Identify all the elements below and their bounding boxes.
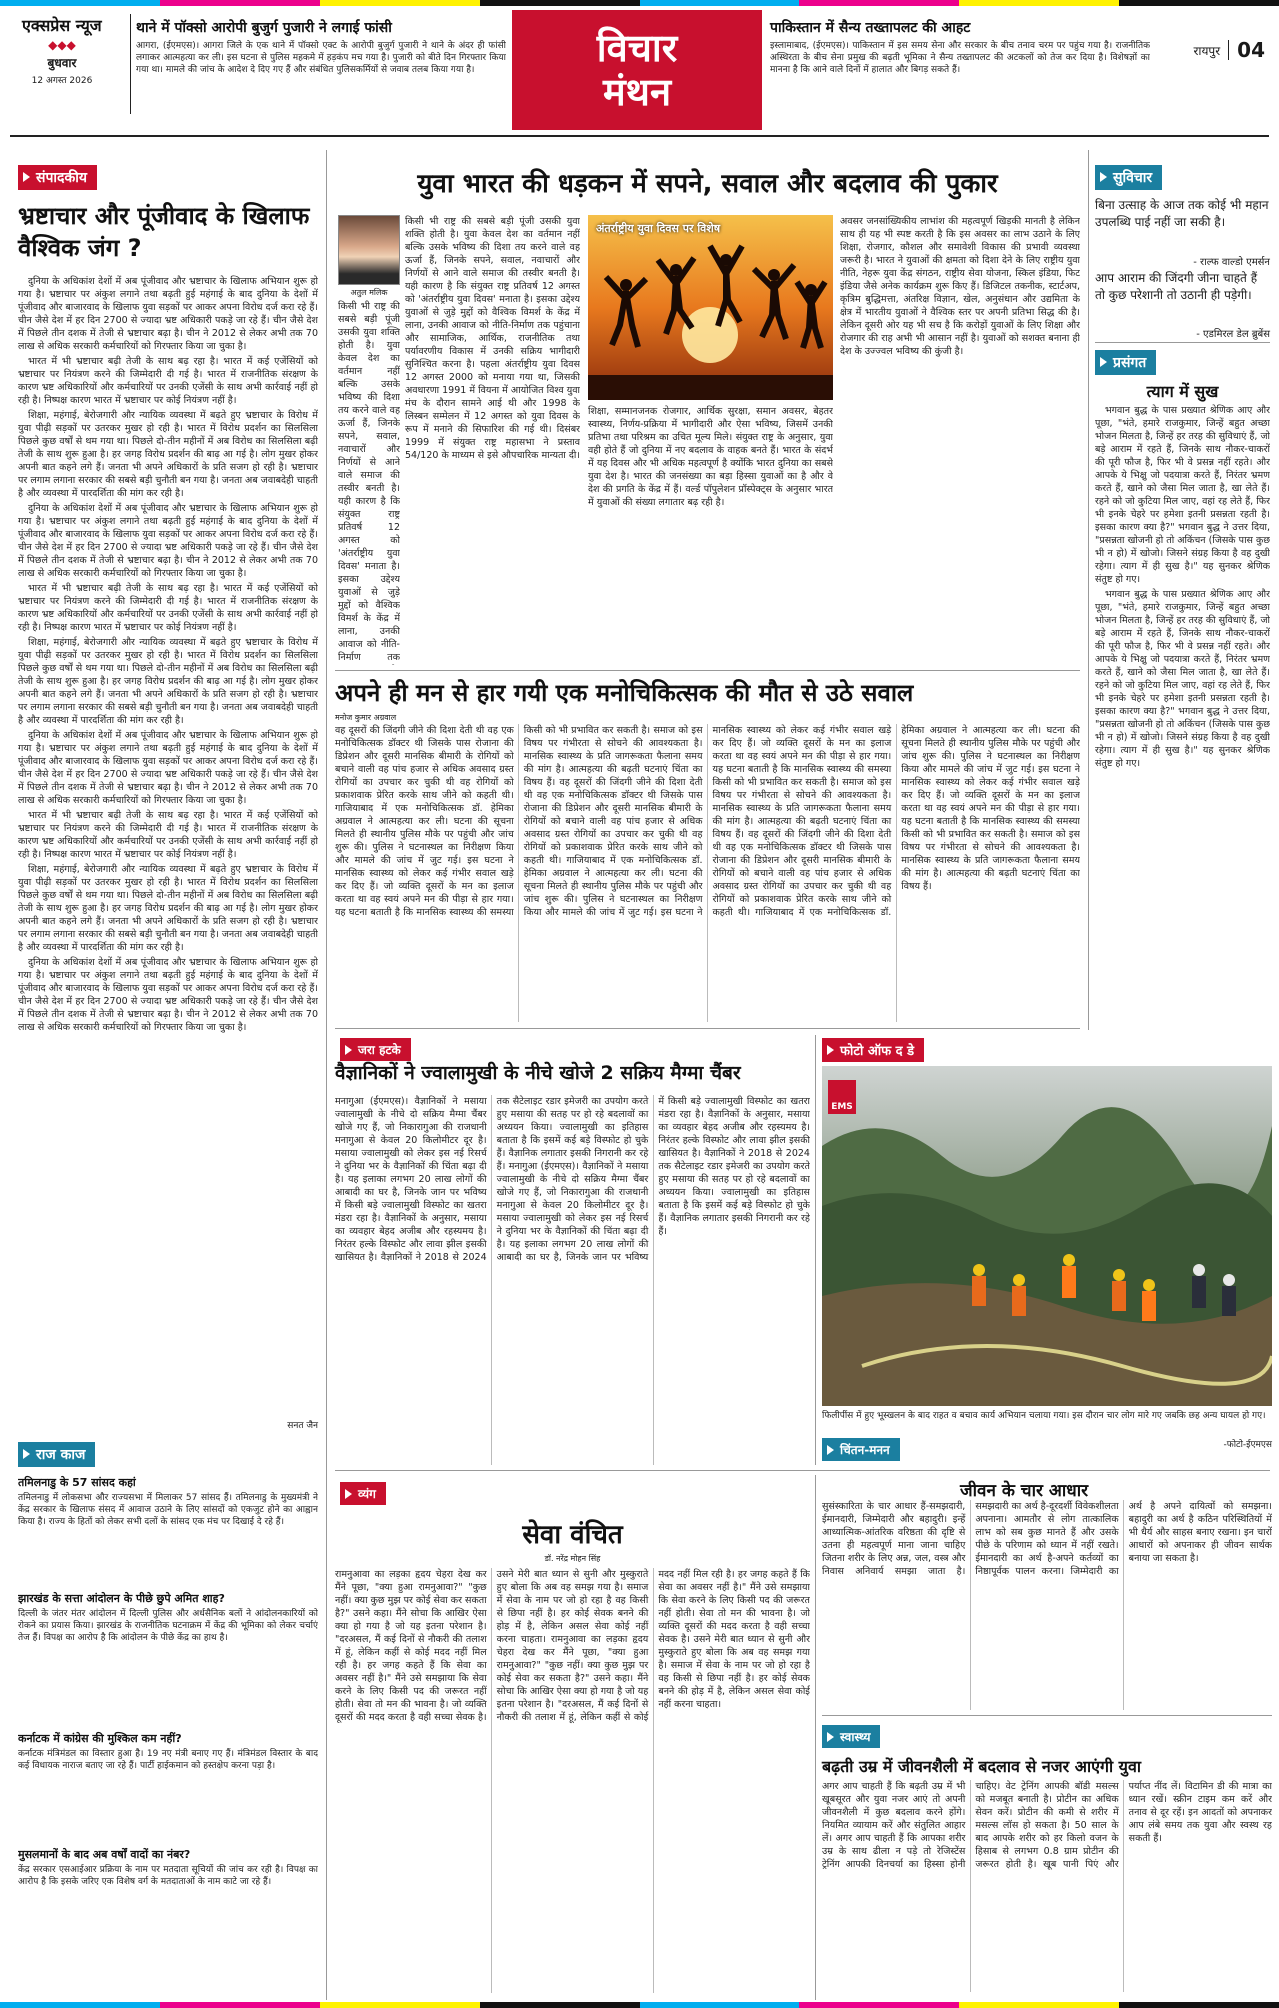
prasang-tag: प्रसंगत — [1095, 350, 1156, 375]
chintan-tag: चिंतन-मनन — [822, 1438, 900, 1461]
volcano-body — [335, 1095, 810, 1465]
photo-of-day-tag: फोटो ऑफ द डे — [822, 1038, 924, 1062]
masthead-brand-block — [22, 14, 127, 86]
photo-caption: फिलीपींस में हुए भूस्खलन के बाद राहत व बचाव कार्य अभियान चलाया गया। इस दौरान चार लोग मारे गए जबकि छह अन्य घायल हो गए। — [822, 1411, 1266, 1421]
editorial-paragraph: दुनिया के अधिकांश देशों में अब पूंजीवाद और भ्रष्टाचार के खिलाफ अभियान शुरू हो गया है। भ्रष्टाचार पर अंकुश लगाने तथा बढ़ती हुई महंगाई के बाद दुनिया के देशों में पूंजीवाद और बाजारवाद के खिलाफ युवा सड़कों पर आकर अपना विरोध दर्ज करा रहे हैं। चीन जैसे देश में हर दिन 2700 से ज्यादा भ्रष्ट अधिकारी पकड़े जा रहे हैं। चीन जैसे देश में पिछले तीन दशक में तेजी से भ्रष्टाचार बढ़ा है। चीन ने 2012 से लेकर अभी तक 70 लाख से अधिक सरकारी कर्मचारियों को गिरफ्तार किया जा चुका है। — [18, 503, 318, 579]
editorial-paragraph: भारत में भी भ्रष्टाचार बढ़ी तेजी के साथ बढ़ रहा है। भारत में कई एजेंसियों को भ्रष्टाचार पर नियंत्रण करने की जिम्मेदारी दी गई है। भारत में राजनीतिक संरक्षण के कारण भ्रष्ट अधिकारियों और कर्मचारियों पर उनकी एजेंसी के साथ अभी कार्रवाई नहीं हो रही है। निष्पक्ष कारण भारत में भ्रष्टाचार पर कोई नियंत्रण नहीं है। — [18, 583, 318, 633]
landslide-rescue-photo — [822, 1066, 1272, 1406]
page-info — [1160, 38, 1265, 62]
editorial-author: सनत जैन — [287, 1421, 318, 1431]
youth-body-mid: शिक्षा, सम्मानजनक रोजगार, आर्थिक सुरक्षा, समान अवसर, बेहतर स्वास्थ्य, निर्णय-प्रक्रिया में भागीदारी और ऐसा भविष्य, जिसमें उनकी प्रतिभा तथा परिश्रम का उचित मूल्य मिले। संयुक्त राष्ट्र के अनुसार, युवा वही होते हैं जो दुनिया में नए बदलाव के वाहक बनते हैं। भारत के संदर्भ में यह दिवस और भी अधिक महत्वपूर्ण है क्योंकि भारत दुनिया का सबसे युवा देश है। भारत की जनसंख्या का बड़ा हिस्सा युवाओं का है और वे देश की प्रगति के केंद्र में हैं। वर्ल्ड पॉपुलेशन प्रॉस्पेक्ट्स के अनुसार भारत में युवाओं की संख्या लगातार बढ़ रही है। — [588, 406, 833, 508]
editorial-paragraph: दुनिया के अधिकांश देशों में अब पूंजीवाद और भ्रष्टाचार के खिलाफ अभियान शुरू हो गया है। भ्रष्टाचार पर अंकुश लगाने तथा बढ़ती हुई महंगाई के बाद दुनिया के देशों में पूंजीवाद और बाजारवाद के खिलाफ युवा सड़कों पर आकर अपना विरोध दर्ज करा रहे हैं। चीन जैसे देश में हर दिन 2700 से ज्यादा भ्रष्ट अधिकारी पकड़े जा रहे हैं। चीन जैसे देश में पिछले तीन दशक में तेजी से भ्रष्टाचार बढ़ा है। चीन ने 2012 से लेकर अभी तक 70 लाख से अधिक सरकारी कर्मचारियों को गिरफ्तार किया जा चुका है। — [18, 730, 318, 806]
chintan-headline: जीवन के चार आधार — [960, 1481, 1089, 1501]
page-number: 04 — [1237, 38, 1265, 62]
satire-tag: व्यंग — [340, 1482, 386, 1505]
editorial-paragraph: दुनिया के अधिकांश देशों में अब पूंजीवाद और भ्रष्टाचार के खिलाफ अभियान शुरू हो गया है। भ्रष्टाचार पर अंकुश लगाने तथा बढ़ती हुई महंगाई के बाद दुनिया के देशों में पूंजीवाद और बाजारवाद के खिलाफ युवा सड़कों पर आकर अपना विरोध दर्ज करा रहे हैं। चीन जैसे देश में हर दिन 2700 से ज्यादा भ्रष्ट अधिकारी पकड़े जा रहे हैं। चीन जैसे देश में पिछले तीन दशक में तेजी से भ्रष्टाचार बढ़ा है। चीन ने 2012 से लेकर अभी तक 70 लाख से अधिक सरकारी कर्मचारियों को गिरफ्तार किया जा चुका है। — [18, 957, 318, 1033]
youth-author-name: अतुल मलिक — [350, 288, 388, 297]
youth-special-label: अंतर्राष्ट्रीय युवा दिवस पर विशेष — [596, 222, 721, 235]
raj-kaaj-item-title: झारखंड के सत्ता आंदोलन के पीछे छुपे अमित शाह? — [18, 1592, 225, 1605]
psychiatrist-body-text: वह दूसरों की जिंदगी जीने की दिशा देती थी वह एक मनोचिकित्सक डॉक्टर थी जिसके पास रोजाना की डिप्रेशन और दूसरी मानसिक बीमारी के रोगियों को बचाने वाली वह पांच हजार से अधिक अवसाद ग्रस्त रोगियों का उपचार कर चुकी थी वह रोगियों को प्रकाशवाक प्रेरित करके साथ जीने को कहती थी। गाजियाबाद में एक मनोचिकित्सक डॉ. हेमिका अग्रवाल ने आत्महत्या कर ली। घटना की सूचना मिलते ही स्थानीय पुलिस मौके पर पहुंची और जांच शुरू की। पुलिस ने घटनास्थल का निरीक्षण किया और मामले की जांच में जुट गई। इस घटना ने मानसिक स्वास्थ्य को लेकर कई गंभीर सवाल खड़े कर दिए हैं। जो व्यक्ति दूसरों के मन का इलाज करता था वह स्वयं अपने मन की पीड़ा से हार गया। यह घटना बताती है कि मानसिक स्वास्थ्य की समस्या किसी को भी प्रभावित कर सकती है। समाज को इस विषय पर गंभीरता से सोचने की आवश्यकता है। मानसिक स्वास्थ्य के प्रति जागरूकता फैलाना समय की मांग है। आत्महत्या की बढ़ती घटनाएं चिंता का विषय हैं। — [523, 725, 892, 918]
psychiatrist-body-text: वह दूसरों की जिंदगी जीने की दिशा देती थी वह एक मनोचिकित्सक डॉक्टर थी जिसके पास रोजाना की डिप्रेशन और दूसरी मानसिक बीमारी के रोगियों को बचाने वाली वह पांच हजार से अधिक अवसाद ग्रस्त रोगियों का उपचार कर चुकी थी वह रोगियों को प्रकाशवाक प्रेरित करके साथ जीने को कहती थी। गाजियाबाद में एक मनोचिकित्सक डॉ. हेमिका अग्रवाल ने आत्महत्या कर ली। घटना की सूचना मिलते ही स्थानीय पुलिस मौके पर पहुंची और जांच शुरू की। पुलिस ने घटनास्थल का निरीक्षण किया और मामले की जांच में जुट गई। इस घटना ने मानसिक स्वास्थ्य को लेकर कई गंभीर सवाल खड़े कर दिए हैं। जो व्यक्ति दूसरों के मन का इलाज करता था वह स्वयं अपने मन की पीड़ा से हार गया। यह घटना बताती है कि मानसिक स्वास्थ्य की समस्या किसी को भी प्रभावित कर सकती है। समाज को इस विषय पर गंभीरता से सोचने की आवश्यकता है। मानसिक स्वास्थ्य के प्रति जागरूकता फैलाना समय की मांग है। आत्महत्या की बढ़ती घटनाएं चिंता का विषय हैं। — [712, 725, 1080, 918]
suvichar-quote-2: आप आराम की जिंदगी जीना चाहते हैं तो कुछ परेशानी तो उठानी ही पड़ेगी। — [1095, 271, 1258, 302]
psychiatrist-body-text: वह दूसरों की जिंदगी जीने की दिशा देती थी वह एक मनोचिकित्सक डॉक्टर थी जिसके पास रोजाना की डिप्रेशन और दूसरी मानसिक बीमारी के रोगियों को बचाने वाली वह पांच हजार से अधिक अवसाद ग्रस्त रोगियों का उपचार कर चुकी थी वह रोगियों को प्रकाशवाक प्रेरित करके साथ जीने को कहती थी। गाजियाबाद में एक मनोचिकित्सक डॉ. हेमिका अग्रवाल ने आत्महत्या कर ली। घटना की सूचना मिलते ही स्थानीय पुलिस मौके पर पहुंची और जांच शुरू की। पुलिस ने घटनास्थल का निरीक्षण किया और मामले की जांच में जुट गई। इस घटना ने मानसिक स्वास्थ्य को लेकर कई गंभीर सवाल खड़े कर दिए हैं। जो व्यक्ति दूसरों के मन का इलाज करता था वह स्वयं अपने मन की पीड़ा से हार गया। यह घटना बताती है कि मानसिक स्वास्थ्य की समस्या किसी को भी प्रभावित कर सकती है। समाज को इस विषय पर गंभीरता से सोचने की आवश्यकता है। मानसिक स्वास्थ्य के प्रति जागरूकता फैलाना समय की मांग है। आत्महत्या की बढ़ती घटनाएं चिंता का विषय हैं। — [335, 725, 703, 918]
brand-emblem-icon: ◆◆◆ — [48, 38, 76, 52]
editorial-paragraph: शिक्षा, महंगाई, बेरोजगारी और न्यायिक व्यवस्था में बढ़ते हुए भ्रष्टाचार के विरोध में युवा पीढ़ी सड़कों पर उतरकर मुखर हो रही है। भारत में विरोध प्रदर्शन का सिलसिला पिछले कुछ वर्षों से थम गया था। पिछले दो-तीन महीनों में अब विरोध का सिलसिला बढ़ी तेजी के साथ शुरू हुआ है। हर जगह विरोध प्रदर्शन की बाढ़ आ गई है। लोग मुखर होकर अपनी बात कहने लगे हैं। जनता भी अपने अधिकारों के प्रति सजग हो रही है। भ्रष्टाचार पर लगाम लगाना सरकार की सबसे बड़ी चुनौती बन गया है। जनता अब जवाबदेही चाहती है और व्यवस्था में पारदर्शिता की मांग कर रही है। — [18, 864, 318, 953]
raj-kaaj-item-title: कर्नाटक में कांग्रेस की मुश्किल कम नहीं? — [18, 1732, 182, 1745]
youth-jumping-photo — [588, 215, 833, 400]
suvichar-author-2: - एडमिरल डेल ब्रुबेंस — [1196, 329, 1270, 340]
raj-kaaj-item-body: दिल्ली के जंतर मंतर आंदोलन में दिल्ली पुलिस और अर्धसैनिक बलों ने आंदोलनकारियों को रोकने का प्रयास किया। झारखंड के राजनीतिक घटनाक्रम में केंद्र की भूमिका को लेकर चर्चाएं तेज हैं। विपक्ष का आरोप है कि आंदोलन के पीछे केंद्र का हाथ है। — [18, 1609, 318, 1643]
editorial-paragraph: शिक्षा, महंगाई, बेरोजगारी और न्यायिक व्यवस्था में बढ़ते हुए भ्रष्टाचार के विरोध में युवा पीढ़ी सड़कों पर उतरकर मुखर हो रही है। भारत में विरोध प्रदर्शन का सिलसिला पिछले कुछ वर्षों से थम गया था। पिछले दो-तीन महीनों में अब विरोध का सिलसिला बढ़ी तेजी के साथ शुरू हुआ है। हर जगह विरोध प्रदर्शन की बाढ़ आ गई है। लोग मुखर होकर अपनी बात कहने लगे हैं। जनता भी अपने अधिकारों के प्रति सजग हो रही है। भ्रष्टाचार पर लगाम लगाना सरकार की सबसे बड़ी चुनौती बन गया है। जनता अब जवाबदेही चाहती है और व्यवस्था में पारदर्शिता की मांग कर रही है। — [18, 637, 318, 726]
top-left-headline: थाने में पॉक्सो आरोपी बुजुर्ग पुजारी ने लगाई फांसी — [136, 20, 392, 36]
volcano-tag: जरा हटके — [340, 1038, 411, 1061]
editorial-paragraph: दुनिया के अधिकांश देशों में अब पूंजीवाद और भ्रष्टाचार के खिलाफ अभियान शुरू हो गया है। भ्रष्टाचार पर अंकुश लगाने तथा बढ़ती हुई महंगाई के बाद दुनिया के देशों में पूंजीवाद और बाजारवाद के खिलाफ युवा सड़कों पर आकर अपना विरोध दर्ज करा रहे हैं। चीन जैसे देश में हर दिन 2700 से ज्यादा भ्रष्ट अधिकारी पकड़े जा रहे हैं। चीन जैसे देश में पिछले तीन दशक में तेजी से भ्रष्टाचार बढ़ा है। चीन ने 2012 से लेकर अभी तक 70 लाख से अधिक सरकारी कर्मचारियों को गिरफ्तार किया जा चुका है। — [18, 276, 318, 352]
satire-body — [335, 1568, 810, 1993]
youth-body-right: अवसर जनसांख्यिकीय लाभांश की महत्वपूर्ण खिड़की मानती है लेकिन साथ ही यह भी स्पष्ट करती है कि इस अवसर का लाभ उठाने के लिए शिक्षा, रोजगार, कौशल और समावेशी विकास की प्रभावी व्यवस्था जरूरी है। भारत ने युवाओं की क्षमता को दिशा देने के लिए राष्ट्रीय युवा नीति, नेहरू युवा केंद्र संगठन, राष्ट्रीय सेवा योजना, स्किल इंडिया, फिट इंडिया जैसे अनेक कार्यक्रम शुरू किए हैं। डिजिटल तकनीक, स्टार्टअप, कृत्रिम बुद्धिमत्ता, अंतरिक्ष विज्ञान, खेल, अनुसंधान और उद्यमिता के क्षेत्र में भारतीय युवाओं ने वैश्विक स्तर पर अपनी प्रतिभा सिद्ध की है। लेकिन दूसरी ओर यह भी सच है कि करोड़ों युवाओं के लिए शिक्षा और रोजगार की राह अभी भी आसान नहीं है। युवाओं को सशक्त बनाना ही देश के उज्ज्वल भविष्य की कुंजी है। — [840, 216, 1080, 357]
section-title-line1: विचार — [596, 26, 678, 70]
suvichar-tag: सुविचार — [1095, 165, 1162, 190]
editorial-tag: संपादकीय — [18, 165, 97, 190]
raj-kaaj-item-body: कर्नाटक मंत्रिमंडल का विस्तार हुआ है। 19 नए मंत्री बनाए गए हैं। मंत्रिमंडल विस्तार के बाद कई विधायक नाराज बताए जा रहे हैं। पार्टी हाईकमान को हस्तक्षेप करना पड़ा है। — [18, 1749, 318, 1771]
raj-kaaj-item-title: तमिलनाडु के 57 सांसद कहां — [18, 1476, 136, 1489]
chintan-body-text: सुसंस्कारिता के चार आधार हैं-समझदारी, ईमानदारी, जिम्मेदारी और बहादुरी। इन्हें आध्यात्मिक-आंतरिक वरिष्ठता की दृष्टि से उतना ही महत्वपूर्ण माना जाना चाहिए जितना शरीर के लिए अन्न, जल, वस्त्र और निवास अनिवार्य समझा जाता है। समझदारी का अर्थ है-दूरदर्शी विवेकशीलता अपनाना। आमतौर से लोग तात्कालिक लाभ को सब कुछ मानते हैं और उसके पीछे के परिणाम को ध्यान में नहीं रखते। ईमानदारी का अर्थ है-अपने कर्तव्यों का निष्ठापूर्वक पालन करना। जिम्मेदारी का अर्थ है अपने दायित्वों को समझना। बहादुरी का अर्थ है कठिन परिस्थितियों में भी धैर्य और साहस बनाए रखना। इन चारों आधारों को अपनाकर ही जीवन सार्थक बनाया जा सकता है। — [822, 1501, 1272, 1577]
chintan-body — [822, 1500, 1272, 1710]
health-tag: स्वास्थ्य — [822, 1725, 880, 1748]
volcano-body-text: मनागुआ (ईएमएस)। वैज्ञानिकों ने मसाया ज्वालामुखी के नीचे दो सक्रिय मैग्मा चैंबर खोजे गए हैं, जो निकारागुआ की राजधानी मनागुआ से केवल 20 किलोमीटर दूर है। मसाया ज्वालामुखी को लेकर इस नई रिसर्च ने दुनिया भर के वैज्ञानिकों की चिंता बढ़ा दी है। यह इलाका लगभग 20 लाख लोगों की आबादी का घर है, जिनके जान पर भविष्य में किसी बड़े ज्वालामुखी विस्फोट का खतरा मंडरा रहा है। वैज्ञानिकों के अनुसार, मसाया का व्यवहार बेहद अजीब और रहस्यमय है। निरंतर हल्के विस्फोट और लावा झील इसकी खासियत है। वैज्ञानिकों ने 2018 से 2024 तक सैटेलाइट रडार इमेजरी का उपयोग करते हुए मसाया की सतह पर हो रहे बदलावों का अध्ययन किया। ज्वालामुखी का इतिहास बताता है कि इसमें कई बड़े विस्फोट हो चुके हैं। वैज्ञानिक लगातार इसकी निगरानी कर रहे हैं। — [496, 1096, 810, 1263]
top-left-body: आगरा, (ईएमएस)। आगरा जिले के एक थाने में पॉक्सो एक्ट के आरोपी बुजुर्ग पुजारी ने थाने के अंदर ही फांसी लगाकर आत्महत्या कर ली। इस घटना से पुलिस महकमे में हड़कंप मच गया है। पुजारी को बीते दिन गिरफ्तार किया गया था। मामले की जांच के आदेश दे दिए गए हैं और संबंधित पुलिसकर्मियों से जवाब तलब किया गया है। — [136, 41, 506, 75]
editorial-paragraph: भारत में भी भ्रष्टाचार बढ़ी तेजी के साथ बढ़ रहा है। भारत में कई एजेंसियों को भ्रष्टाचार पर नियंत्रण करने की जिम्मेदारी दी गई है। भारत में राजनीतिक संरक्षण के कारण भ्रष्ट अधिकारियों और कर्मचारियों पर उनकी एजेंसी के साथ अभी कार्रवाई नहीं हो रही है। निष्पक्ष कारण भारत में भ्रष्टाचार पर कोई नियंत्रण नहीं है। — [18, 356, 318, 406]
section-title-line2: मंथन — [602, 70, 672, 114]
suvichar-author-1: - राल्फ वाल्डो एमर्सन — [1193, 257, 1270, 268]
satire-author: डॉ. नरेंद्र मोहन सिंह — [544, 1554, 601, 1563]
suvichar-quote-1: बिना उत्साह के आज तक कोई भी महान उपलब्धि पाई नहीं जा सकी है। — [1095, 198, 1269, 229]
prasang-body-text: भगवान बुद्ध के पास प्रख्यात श्रेणिक आए और पूछा, "भंते, हमारे राजकुमार, जिन्हें बहुत अच्छा भोजन मिलता है, जिन्हें हर तरह की सुविधाएं हैं, जो बड़े आराम में रहते हैं, जिनके साथ नौकर-चाकरों की पूरी फौज है, फिर भी वे प्रसन्न नहीं रहते। और आपके ये भिक्षु जो पदयात्रा करते हैं, निरंतर भ्रमण करते हैं, खाने को जैसा मिल जाता है, खा लेते हैं। रहने को जो कुटिया मिल जाए, वहां रह लेते हैं, फिर भी इनके चेहरे पर हमेशा इतनी प्रसन्नता रहती है। इसका कारण क्या है?" भगवान बुद्ध ने उत्तर दिया, "प्रसन्नता खोजनी हो तो अकिंचन (जिसके पास कुछ भी न हो) में खोजो। जिसने संग्रह किया है वह दुखी रहेगा। त्याग में ही सुख है।" यह सुनकर श्रेणिक संतुष्ट हो गए। — [1095, 589, 1270, 769]
raj-kaaj-item-title: मुसलमानों के बाद अब वर्षों वादों का नंबर? — [18, 1848, 191, 1861]
bottom-color-bar — [0, 2002, 1279, 2008]
health-body — [822, 1780, 1272, 1992]
editorial-body — [18, 275, 318, 1413]
raj-kaaj-list — [18, 1472, 318, 1997]
editorial-headline: भ्रष्टाचार और पूंजीवाद के खिलाफ वैश्विक जंग ? — [18, 202, 310, 262]
raj-kaaj-item-body: केंद्र सरकार एसआईआर प्रक्रिया के नाम पर मतदाता सूचियों की जांच कर रही है। विपक्ष का आरोप है कि इसके जरिए एक विशेष वर्ग के मतदाताओं के नाम काटे जा रहे हैं। — [18, 1865, 318, 1887]
top-left-story — [136, 18, 506, 122]
health-body-text: अगर आप चाहती हैं कि बढ़ती उम्र में भी खूबसूरत और युवा नजर आएं तो अपनी जीवनशैली में कुछ बदलाव करने होंगे। नियमित व्यायाम करें और संतुलित आहार लें। अगर आप चाहती हैं कि आपका शरीर उम्र के साथ ढीला न पड़े तो रेजिस्टेंस ट्रेनिंग आपकी दिनचर्या का हिस्सा होनी चाहिए। वेट ट्रेनिंग आपकी बॉडी मसल्स को मजबूत बनाती है। प्रोटीन का अधिक सेवन करें। प्रोटीन की कमी से शरीर में मसल्स लॉस हो सकता है। 50 साल के बाद आपके शरीर को हर किलो वजन के हिसाब से लगभग 0.8 ग्राम प्रोटीन की जरूरत होती है। खूब पानी पिएं और पर्याप्त नींद लें। विटामिन डी की मात्रा का ध्यान रखें। स्क्रीन टाइम कम करें और तनाव से दूर रहें। इन आदतों को अपनाकर आप लंबे समय तक युवा और स्वस्थ रह सकती हैं। — [822, 1781, 1272, 1870]
prasang-body-text: भगवान बुद्ध के पास प्रख्यात श्रेणिक आए और पूछा, "भंते, हमारे राजकुमार, जिन्हें बहुत अच्छा भोजन मिलता है, जिन्हें हर तरह की सुविधाएं हैं, जो बड़े आराम में रहते हैं, जिनके साथ नौकर-चाकरों की पूरी फौज है, फिर भी वे प्रसन्न नहीं रहते। और आपके ये भिक्षु जो पदयात्रा करते हैं, निरंतर भ्रमण करते हैं, खाने को जैसा मिल जाता है, खा लेते हैं। रहने को जो कुटिया मिल जाए, वहां रह लेते हैं, फिर भी इनके चेहरे पर हमेशा इतनी प्रसन्नता रहती है। इसका कारण क्या है?" भगवान बुद्ध ने उत्तर दिया, "प्रसन्नता खोजनी हो तो अकिंचन (जिसके पास कुछ भी न हो) में खोजो। जिसने संग्रह किया है वह दुखी रहेगा। त्याग में ही सुख है।" यह सुनकर श्रेणिक संतुष्ट हो गए। — [1095, 405, 1270, 585]
ems-badge: EMS — [828, 1080, 856, 1114]
volcano-body-text: मनागुआ (ईएमएस)। वैज्ञानिकों ने मसाया ज्वालामुखी के नीचे दो सक्रिय मैग्मा चैंबर खोजे गए हैं, जो निकारागुआ की राजधानी मनागुआ से केवल 20 किलोमीटर दूर है। मसाया ज्वालामुखी को लेकर इस नई रिसर्च ने दुनिया भर के वैज्ञानिकों की चिंता बढ़ा दी है। यह इलाका लगभग 20 लाख लोगों की आबादी का घर है, जिनके जान पर भविष्य में किसी बड़े ज्वालामुखी विस्फोट का खतरा मंडरा रहा है। वैज्ञानिकों के अनुसार, मसाया का व्यवहार बेहद अजीब और रहस्यमय है। निरंतर हल्के विस्फोट और लावा झील इसकी खासियत है। वैज्ञानिकों ने 2018 से 2024 तक सैटेलाइट रडार इमेजरी का उपयोग करते हुए मसाया की सतह पर हो रहे बदलावों का अध्ययन किया। ज्वालामुखी का इतिहास बताता है कि इसमें कई बड़े विस्फोट हो चुके हैं। वैज्ञानिक लगातार इसकी निगरानी कर रहे हैं। — [335, 1096, 649, 1263]
raj-kaaj-tag: राज काज — [18, 1442, 95, 1467]
masthead-date: 12 अगस्त 2026 — [31, 76, 93, 86]
photo-credit: -फोटो-ईएमएस — [1223, 1440, 1272, 1450]
top-color-bar — [0, 0, 1279, 6]
psychiatrist-body — [335, 724, 1080, 1022]
top-right-body: इस्लामाबाद, (ईएमएस)। पाकिस्तान में इस समय सेना और सरकार के बीच तनाव चरम पर पहुंच गया है। राजनीतिक अस्थिरता के बीच सेना प्रमुख की बढ़ती भूमिका ने सैन्य तख्तापलट की अटकलों को तेज कर दिया है। विशेषज्ञों का मानना है कि आने वाले दिनों में हालात और बिगड़ सकते हैं। — [770, 41, 1150, 75]
prasang-headline: त्याग में सुख — [1146, 382, 1219, 401]
psychiatrist-headline: अपने ही मन से हार गयी एक मनोचिकित्सक की मौत से उठे सवाल — [335, 679, 914, 707]
satire-headline: सेवा वंचित — [522, 1520, 623, 1550]
youth-headline: युवा भारत की धड़कन में सपने, सवाल और बदलाव की पुकार — [417, 169, 998, 199]
satire-body-text: रामनुआवा का लड़का हृदय चेहरा देख कर मैंने पूछा, "क्या हुआ रामनुआवा?" "कुछ नहीं। क्या कुछ मुझ पर कोई सेवा कर सकता है?" उसने कहा। मैंने सोचा कि आखिर ऐसा क्या हो गया है जो यह इतना परेशान है। "दरअसल, मैं कई दिनों से नौकरी की तलाश में हूं, लेकिन कहीं से कोई मदद नहीं मिल रही है। हर जगह कहते हैं कि सेवा का अवसर नहीं है।" मैंने उसे समझाया कि सेवा करने के लिए किसी पद की जरूरत नहीं होती। सेवा तो मन की भावना है। जो व्यक्ति दूसरों की मदद करता है वही सच्चा सेवक है। उसने मेरी बात ध्यान से सुनी और मुस्कुराते हुए बोला कि अब वह समझ गया है। समाज में सेवा के नाम पर जो हो रहा है वह किसी से छिपा नहीं है। हर कोई सेवक बनने की होड़ में है, लेकिन असल सेवा कोई नहीं करना चाहता। — [335, 1569, 649, 1723]
editorial-paragraph: भारत में भी भ्रष्टाचार बढ़ी तेजी के साथ बढ़ रहा है। भारत में कई एजेंसियों को भ्रष्टाचार पर नियंत्रण करने की जिम्मेदारी दी गई है। भारत में राजनीतिक संरक्षण के कारण भ्रष्ट अधिकारियों और कर्मचारियों पर उनकी एजेंसी के साथ अभी कार्रवाई नहीं हो रही है। निष्पक्ष कारण भारत में भ्रष्टाचार पर कोई नियंत्रण नहीं है। — [18, 810, 318, 860]
satire-body-text: रामनुआवा का लड़का हृदय चेहरा देख कर मैंने पूछा, "क्या हुआ रामनुआवा?" "कुछ नहीं। क्या कुछ मुझ पर कोई सेवा कर सकता है?" उसने कहा। मैंने सोचा कि आखिर ऐसा क्या हो गया है जो यह इतना परेशान है। "दरअसल, मैं कई दिनों से नौकरी की तलाश में हूं, लेकिन कहीं से कोई मदद नहीं मिल रही है। हर जगह कहते हैं कि सेवा का अवसर नहीं है।" मैंने उसे समझाया कि सेवा करने के लिए किसी पद की जरूरत नहीं होती। सेवा तो मन की भावना है। जो व्यक्ति दूसरों की मदद करता है वही सच्चा सेवक है। उसने मेरी बात ध्यान से सुनी और मुस्कुराते हुए बोला कि अब वह समझ गया है। समाज में सेवा के नाम पर जो हो रहा है वह किसी से छिपा नहीं है। हर कोई सेवक बनने की होड़ में है, लेकिन असल सेवा कोई नहीं करना चाहता। — [496, 1569, 810, 1723]
masthead-day: बुधवार — [47, 56, 77, 70]
editorial-paragraph: शिक्षा, महंगाई, बेरोजगारी और न्यायिक व्यवस्था में बढ़ते हुए भ्रष्टाचार के विरोध में युवा पीढ़ी सड़कों पर उतरकर मुखर हो रही है। भारत में विरोध प्रदर्शन का सिलसिला पिछले कुछ वर्षों से थम गया था। पिछले दो-तीन महीनों में अब विरोध का सिलसिला बढ़ी तेजी के साथ शुरू हुआ है। हर जगह विरोध प्रदर्शन की बाढ़ आ गई है। लोग मुखर होकर अपनी बात कहने लगे हैं। जनता भी अपने अधिकारों के प्रति सजग हो रही है। भ्रष्टाचार पर लगाम लगाना सरकार की सबसे बड़ी चुनौती बन गया है। जनता अब जवाबदेही चाहती है और व्यवस्था में पारदर्शिता की मांग कर रही है। — [18, 410, 318, 499]
top-right-story — [770, 18, 1150, 122]
raj-kaaj-item-body: तमिलनाडु में लोकसभा और राज्यसभा में मिलाकर 57 सांसद हैं। तमिलनाडु के मुख्यमंत्री ने केंद्र सरकार के खिलाफ संसद में आवाज उठाने के लिए सांसदों को एकजुट होने का आह्वान किया है। राज्य के हितों को लेकर सभी दलों के सांसद एक मंच पर दिखाई दे रहे हैं। — [18, 1493, 318, 1527]
section-title-box — [512, 10, 762, 130]
author-photo-atul — [338, 215, 400, 285]
volcano-headline: वैज्ञानिकों ने ज्वालामुखी के नीचे खोजे 2 सक्रिय मैग्मा चैंबर — [335, 1062, 741, 1084]
city-name: रायपुर — [1193, 43, 1221, 58]
youth-body-left: किसी भी राष्ट्र की सबसे बड़ी पूंजी उसकी युवा शक्ति होती है। युवा केवल देश का वर्तमान नहीं बल्कि उसके भविष्य की दिशा तय करने वाले वह ऊर्जा हैं, जिनके सपने, सवाल, नवाचारों और निर्णयों से आने वाले समाज की तस्वीर बनती है। यही कारण है कि संयुक्त राष्ट्र प्रतिवर्ष 12 अगस्त को 'अंतर्राष्ट्रीय युवा दिवस' मनाता है। इसका उद्देश्य युवाओं से जुड़े मुद्दों को वैश्विक विमर्श के केंद्र में लाना, उनकी आवाज को नीति-निर्माण तक पहुंचाना और सामाजिक, आर्थिक, राजनीतिक तथा पर्यावरणीय विकास में उनकी सक्रिय भागीदारी सुनिश्चित करना है। पहला अंतर्राष्ट्रीय युवा दिवस 12 अगस्त 2000 को मनाया गया था, जिसकी अवधारणा 1991 में वियना में आयोजित विश्व युवा मंच के दौरान सामने आई थी और 1998 के लिस्बन सम्मेलन में 12 अगस्त को युवा दिवस के रूप में मनाने की सिफारिश की गई थी। दिसंबर 1999 में संयुक्त राष्ट्र महासभा ने प्रस्ताव 54/120 के माध्यम से इसे औपचारिक मान्यता दी। — [405, 216, 580, 461]
brand-name: एक्सप्रेस न्यूज — [22, 16, 102, 35]
health-headline: बढ़ती उम्र में जीवनशैली में बदलाव से नजर आएंगी युवा — [822, 1757, 1141, 1776]
top-right-headline: पाकिस्तान में सैन्य तख्तापलट की आहट — [770, 20, 971, 36]
prasang-body — [1095, 404, 1270, 1024]
youth-body-left-narrow: किसी भी राष्ट्र की सबसे बड़ी पूंजी उसकी युवा शक्ति होती है। युवा केवल देश का वर्तमान नहीं बल्कि उसके भविष्य की दिशा तय करने वाले वह ऊर्जा हैं, जिनके सपने, सवाल, नवाचारों और निर्णयों से आने वाले समाज की तस्वीर बनती है। यही कारण है कि संयुक्त राष्ट्र प्रतिवर्ष 12 अगस्त को 'अंतर्राष्ट्रीय युवा दिवस' मनाता है। इसका उद्देश्य युवाओं से जुड़े मुद्दों को वैश्विक विमर्श के केंद्र में लाना, उनकी आवाज को नीति-निर्माण तक — [338, 301, 400, 663]
psychiatrist-author: मनोज कुमार अग्रवाल — [335, 713, 397, 722]
